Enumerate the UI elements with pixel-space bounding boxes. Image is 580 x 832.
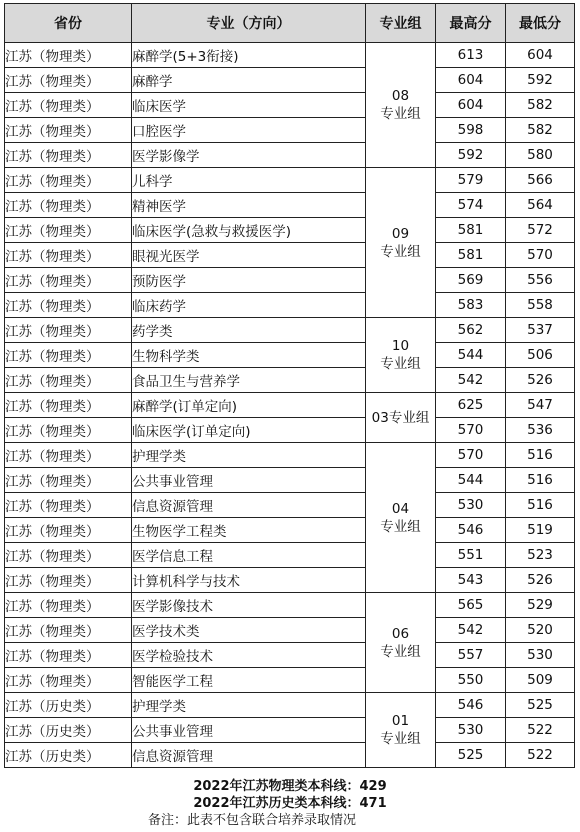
group-code: 08 (391, 88, 410, 104)
table-row (5, 593, 575, 618)
max-score-cell: 557 (436, 643, 506, 668)
table-row (5, 718, 575, 743)
group-code: 09 (391, 225, 410, 242)
physics-cutoff-line: 2022年江苏物理类本科线：429 (193, 779, 387, 794)
min-score-cell: 558 (506, 293, 575, 318)
table-row (5, 143, 575, 168)
province-cell: 江苏（物理类） (5, 593, 132, 618)
footnote: 备注：此表不包含联合培养录取情况 (147, 813, 356, 828)
table-row (5, 618, 575, 643)
group-cell (366, 693, 436, 768)
major-cell: 精神医学 (132, 193, 366, 218)
major-cell: 预防医学 (132, 268, 366, 293)
major-cell: 护理学类 (132, 693, 366, 718)
min-score-cell: 582 (506, 93, 575, 118)
province-cell: 江苏（物理类） (5, 618, 132, 643)
province-cell: 江苏（物理类） (5, 43, 132, 68)
province-cell: 江苏（物理类） (5, 93, 132, 118)
min-score-cell: 519 (506, 518, 575, 543)
max-score-cell: 570 (436, 418, 506, 443)
major-cell: 临床医学(急救与救援医学) (132, 218, 366, 243)
table-row (5, 318, 575, 343)
min-score-cell: 520 (506, 618, 575, 643)
group-cell (366, 443, 436, 593)
province-cell: 江苏（物理类） (5, 193, 132, 218)
province-cell: 江苏（历史类） (5, 693, 132, 718)
province-cell: 江苏（物理类） (5, 643, 132, 668)
max-score-cell: 542 (436, 618, 506, 643)
header-group: 专业组 (366, 4, 436, 43)
max-score-cell: 544 (436, 468, 506, 493)
major-cell: 麻醉学 (132, 68, 366, 93)
province-cell: 江苏（物理类） (5, 443, 132, 468)
group-code: 04 (391, 500, 410, 517)
major-cell: 医学技术类 (132, 618, 366, 643)
major-cell: 药学类 (132, 318, 366, 343)
major-cell: 临床药学 (132, 293, 366, 318)
province-cell: 江苏（物理类） (5, 218, 132, 243)
group-label: 专业组 (380, 643, 421, 660)
table-row (5, 168, 575, 193)
province-cell: 江苏（物理类） (5, 543, 132, 568)
header-min-score: 最低分 (506, 4, 575, 43)
province-cell: 江苏（物理类） (5, 568, 132, 593)
major-cell: 生物科学类 (132, 343, 366, 368)
table-body (5, 43, 575, 768)
table-row (5, 643, 575, 668)
group-cell (366, 393, 436, 443)
table-row (5, 218, 575, 243)
table-row (5, 518, 575, 543)
min-score-cell: 556 (506, 268, 575, 293)
table-row (5, 193, 575, 218)
major-cell: 医学检验技术 (132, 643, 366, 668)
group-cell (366, 593, 436, 693)
group-label: 专业组 (380, 731, 421, 747)
table-row (5, 43, 575, 68)
max-score-cell: 579 (436, 168, 506, 193)
min-score-cell: 516 (506, 443, 575, 468)
min-score-cell: 522 (506, 718, 575, 743)
province-cell: 江苏（物理类） (5, 268, 132, 293)
group-code: 10 (391, 338, 410, 354)
table-row (5, 343, 575, 368)
group-label: 专业组 (380, 356, 421, 372)
group-label: 专业组 (380, 518, 421, 535)
province-cell: 江苏（物理类） (5, 518, 132, 543)
province-cell: 江苏（物理类） (5, 143, 132, 168)
max-score-cell: 592 (436, 143, 506, 168)
group-code: 03专业组 (371, 409, 430, 426)
group-label: 专业组 (380, 106, 421, 122)
major-cell: 麻醉学(5+3衔接) (132, 43, 366, 68)
major-cell: 信息资源管理 (132, 493, 366, 518)
max-score-cell: 604 (436, 93, 506, 118)
min-score-cell: 526 (506, 568, 575, 593)
max-score-cell: 581 (436, 218, 506, 243)
table-row (5, 118, 575, 143)
max-score-cell: 530 (436, 493, 506, 518)
header-max-score: 最高分 (436, 4, 506, 43)
min-score-cell: 516 (506, 493, 575, 518)
min-score-cell: 523 (506, 543, 575, 568)
admission-score-table (4, 3, 575, 768)
province-cell: 江苏（物理类） (5, 368, 132, 393)
max-score-cell: 551 (436, 543, 506, 568)
major-cell: 公共事业管理 (132, 718, 366, 743)
max-score-cell: 525 (436, 743, 506, 768)
min-score-cell: 564 (506, 193, 575, 218)
min-score-cell: 570 (506, 243, 575, 268)
max-score-cell: 565 (436, 593, 506, 618)
table-row (5, 493, 575, 518)
min-score-cell: 525 (506, 693, 575, 718)
province-cell: 江苏（物理类） (5, 243, 132, 268)
group-code: 01 (391, 713, 410, 729)
group-cell (366, 168, 436, 318)
table-row (5, 668, 575, 693)
max-score-cell: 574 (436, 193, 506, 218)
province-cell: 江苏（物理类） (5, 668, 132, 693)
max-score-cell: 546 (436, 518, 506, 543)
major-cell: 生物医学工程类 (132, 518, 366, 543)
major-cell: 儿科学 (132, 168, 366, 193)
max-score-cell: 546 (436, 693, 506, 718)
max-score-cell: 583 (436, 293, 506, 318)
table-row (5, 418, 575, 443)
max-score-cell: 570 (436, 443, 506, 468)
major-cell: 医学影像技术 (132, 593, 366, 618)
table-row (5, 293, 575, 318)
major-cell: 公共事业管理 (132, 468, 366, 493)
table-row (5, 393, 575, 418)
major-cell: 口腔医学 (132, 118, 366, 143)
table-row (5, 468, 575, 493)
min-score-cell: 506 (506, 343, 575, 368)
min-score-cell: 537 (506, 318, 575, 343)
table-row (5, 68, 575, 93)
major-cell: 眼视光医学 (132, 243, 366, 268)
major-cell: 食品卫生与营养学 (132, 368, 366, 393)
province-cell: 江苏（物理类） (5, 393, 132, 418)
header-province: 省份 (5, 4, 132, 43)
group-label: 专业组 (380, 243, 421, 260)
min-score-cell: 530 (506, 643, 575, 668)
province-cell: 江苏（物理类） (5, 318, 132, 343)
table-row (5, 368, 575, 393)
min-score-cell: 580 (506, 143, 575, 168)
group-cell (366, 43, 436, 168)
history-cutoff-line: 2022年江苏历史类本科线：471 (193, 796, 387, 811)
province-cell: 江苏（物理类） (5, 168, 132, 193)
major-cell: 护理学类 (132, 443, 366, 468)
province-cell: 江苏（历史类） (5, 718, 132, 743)
max-score-cell: 613 (436, 43, 506, 68)
min-score-cell: 516 (506, 468, 575, 493)
group-cell (366, 318, 436, 393)
group-code: 06 (391, 625, 410, 642)
province-cell: 江苏（物理类） (5, 68, 132, 93)
max-score-cell: 544 (436, 343, 506, 368)
province-cell: 江苏（物理类） (5, 418, 132, 443)
major-cell: 麻醉学(订单定向) (132, 393, 366, 418)
min-score-cell: 536 (506, 418, 575, 443)
major-cell: 临床医学(订单定向) (132, 418, 366, 443)
min-score-cell: 529 (506, 593, 575, 618)
max-score-cell: 530 (436, 718, 506, 743)
major-cell: 医学信息工程 (132, 543, 366, 568)
province-cell: 江苏（物理类） (5, 493, 132, 518)
min-score-cell: 566 (506, 168, 575, 193)
max-score-cell: 569 (436, 268, 506, 293)
header-major: 专业（方向） (132, 4, 366, 43)
major-cell: 智能医学工程 (132, 668, 366, 693)
major-cell: 计算机科学与技术 (132, 568, 366, 593)
min-score-cell: 582 (506, 118, 575, 143)
max-score-cell: 550 (436, 668, 506, 693)
max-score-cell: 598 (436, 118, 506, 143)
max-score-cell: 542 (436, 368, 506, 393)
header-row (5, 4, 575, 43)
max-score-cell: 604 (436, 68, 506, 93)
min-score-cell: 522 (506, 743, 575, 768)
province-cell: 江苏（历史类） (5, 743, 132, 768)
province-cell: 江苏（物理类） (5, 118, 132, 143)
max-score-cell: 562 (436, 318, 506, 343)
table-row (5, 268, 575, 293)
min-score-cell: 526 (506, 368, 575, 393)
max-score-cell: 625 (436, 393, 506, 418)
table-row (5, 543, 575, 568)
min-score-cell: 604 (506, 43, 575, 68)
min-score-cell: 547 (506, 393, 575, 418)
min-score-cell: 572 (506, 218, 575, 243)
table-row (5, 693, 575, 718)
province-cell: 江苏（物理类） (5, 293, 132, 318)
table-row (5, 568, 575, 593)
table-row (5, 743, 575, 768)
table-row (5, 93, 575, 118)
table-row (5, 243, 575, 268)
province-cell: 江苏（物理类） (5, 468, 132, 493)
max-score-cell: 581 (436, 243, 506, 268)
table-header (5, 4, 575, 43)
province-cell: 江苏（物理类） (5, 343, 132, 368)
major-cell: 医学影像学 (132, 143, 366, 168)
min-score-cell: 592 (506, 68, 575, 93)
max-score-cell: 543 (436, 568, 506, 593)
major-cell: 信息资源管理 (132, 743, 366, 768)
major-cell: 临床医学 (132, 93, 366, 118)
min-score-cell: 509 (506, 668, 575, 693)
table-row (5, 443, 575, 468)
